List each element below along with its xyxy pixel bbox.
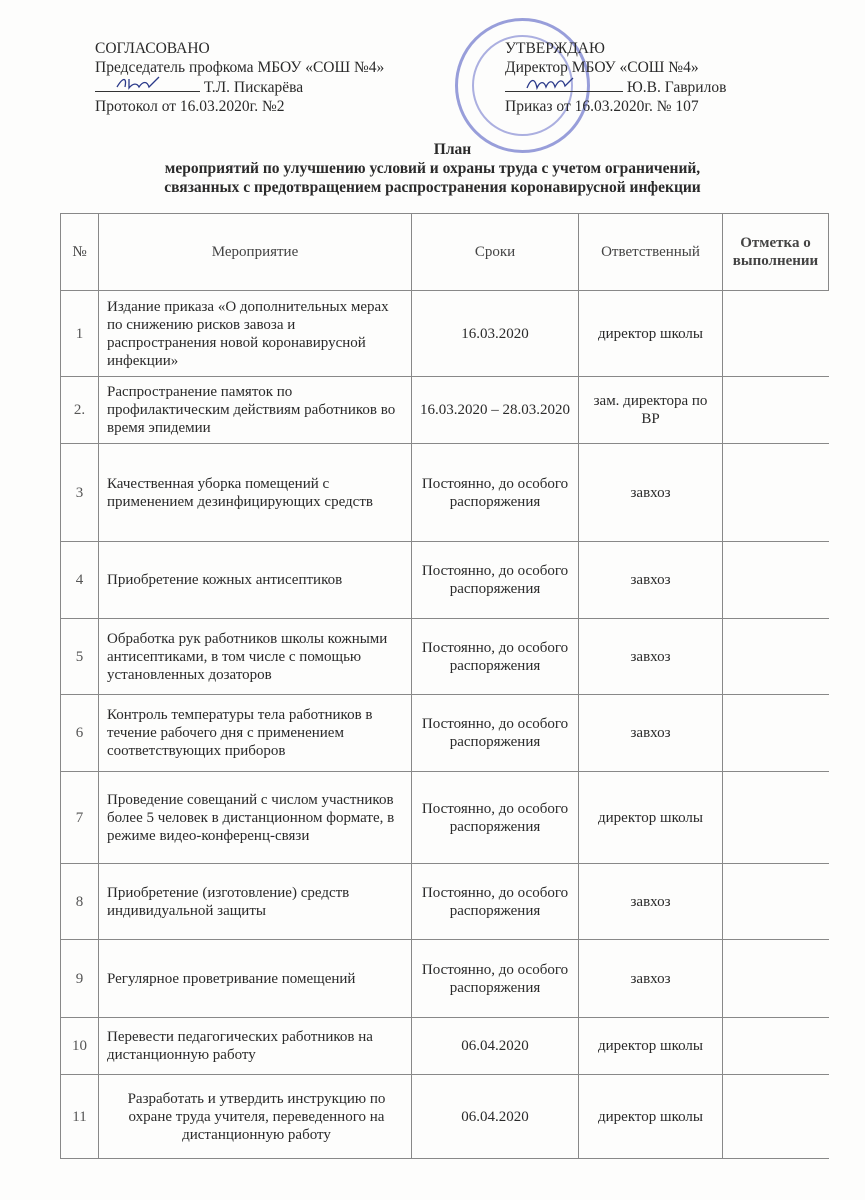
responsible-cell: зам. директора по ВР bbox=[579, 377, 723, 444]
completion-mark-cell bbox=[723, 291, 829, 377]
row-number: 7 bbox=[61, 772, 99, 864]
header-num: № bbox=[61, 214, 99, 291]
completion-mark-cell bbox=[723, 444, 829, 542]
term-cell: 06.04.2020 bbox=[412, 1018, 579, 1075]
header-mark: Отметка о выполнении bbox=[723, 214, 829, 291]
term-cell: 06.04.2020 bbox=[412, 1075, 579, 1159]
table-row bbox=[61, 695, 829, 772]
responsible-cell: директор школы bbox=[579, 772, 723, 864]
approval-block-right bbox=[505, 39, 726, 116]
row-number: 6 bbox=[61, 695, 99, 772]
table-row bbox=[61, 864, 829, 940]
completion-mark-cell bbox=[723, 772, 829, 864]
row-number: 3 bbox=[61, 444, 99, 542]
completion-mark-cell bbox=[723, 695, 829, 772]
table-row bbox=[61, 940, 829, 1018]
signature-name: Ю.В. Гаврилов bbox=[626, 79, 727, 96]
responsible-cell: завхоз bbox=[579, 940, 723, 1018]
order-ref: Приказ от 16.03.2020г. № 107 bbox=[505, 98, 699, 115]
approval-position: Председатель профкома МБОУ «СОШ №4» bbox=[95, 59, 385, 76]
responsible-cell: директор школы bbox=[579, 1075, 723, 1159]
table-row bbox=[61, 1018, 829, 1075]
header-responsible: Ответственный bbox=[579, 214, 723, 291]
table-row bbox=[61, 772, 829, 864]
table-row bbox=[61, 444, 829, 542]
table-row bbox=[61, 542, 829, 619]
table-row bbox=[61, 1075, 829, 1159]
approval-block-left bbox=[95, 39, 384, 116]
row-number: 9 bbox=[61, 940, 99, 1018]
activity-cell: Издание приказа «О дополнительных мерах по снижению рисков завоза и распространения новой коронавирусной инфекции» bbox=[99, 291, 412, 377]
table-row bbox=[61, 377, 829, 444]
signature-icon bbox=[525, 75, 575, 91]
activity-cell: Качественная уборка помещений с применением дезинфицирующих средств bbox=[99, 444, 412, 542]
row-number: 2. bbox=[61, 377, 99, 444]
table-header-row bbox=[61, 214, 829, 291]
row-number: 4 bbox=[61, 542, 99, 619]
responsible-cell: директор школы bbox=[579, 291, 723, 377]
activity-cell: Проведение совещаний с числом участников более 5 человек в дистанционном формате, в режиме видео-конференц-связи bbox=[99, 772, 412, 864]
completion-mark-cell bbox=[723, 1075, 829, 1159]
completion-mark-cell bbox=[723, 619, 829, 695]
activity-cell: Приобретение (изготовление) средств индивидуальной защиты bbox=[99, 864, 412, 940]
row-number: 10 bbox=[61, 1018, 99, 1075]
row-number: 11 bbox=[61, 1075, 99, 1159]
activity-cell: Обработка рук работников школы кожными антисептиками, в том числе с помощью установленных дозаторов bbox=[99, 619, 412, 695]
term-cell: Постоянно, до особого распоряжения bbox=[412, 542, 579, 619]
row-number: 1 bbox=[61, 291, 99, 377]
term-cell: 16.03.2020 – 28.03.2020 bbox=[412, 377, 579, 444]
approval-heading: СОГЛАСОВАНО bbox=[95, 40, 210, 57]
title-line: мероприятий по улучшению условий и охраны труда с учетом ограничений, bbox=[164, 160, 701, 177]
row-number: 5 bbox=[61, 619, 99, 695]
signature-line bbox=[95, 77, 200, 92]
title-line: связанных с предотвращением распространения коронавирусной инфекции bbox=[164, 179, 701, 196]
signature-icon bbox=[115, 75, 165, 91]
term-cell: Постоянно, до особого распоряжения bbox=[412, 772, 579, 864]
activity-cell: Распространение памяток по профилактическим действиям работников во время эпидемии bbox=[99, 377, 412, 444]
approval-position: Директор МБОУ «СОШ №4» bbox=[505, 59, 699, 76]
table-row bbox=[61, 291, 829, 377]
term-cell: Постоянно, до особого распоряжения bbox=[412, 444, 579, 542]
responsible-cell: директор школы bbox=[579, 1018, 723, 1075]
plan-table bbox=[60, 213, 829, 1159]
document-title bbox=[0, 140, 865, 197]
responsible-cell: завхоз bbox=[579, 695, 723, 772]
term-cell: 16.03.2020 bbox=[412, 291, 579, 377]
signature-line bbox=[505, 77, 623, 92]
activity-cell: Приобретение кожных антисептиков bbox=[99, 542, 412, 619]
completion-mark-cell bbox=[723, 377, 829, 444]
header-activity: Мероприятие bbox=[99, 214, 412, 291]
completion-mark-cell bbox=[723, 1018, 829, 1075]
activity-cell: Разработать и утвердить инструкцию по охране труда учителя, переведенного на дистанционную работу bbox=[99, 1075, 412, 1159]
responsible-cell: завхоз bbox=[579, 864, 723, 940]
term-cell: Постоянно, до особого распоряжения bbox=[412, 864, 579, 940]
signature-name: Т.Л. Пискарёва bbox=[203, 79, 304, 96]
header-term: Сроки bbox=[412, 214, 579, 291]
completion-mark-cell bbox=[723, 940, 829, 1018]
term-cell: Постоянно, до особого распоряжения bbox=[412, 695, 579, 772]
activity-cell: Контроль температуры тела работников в течение рабочего дня с применением соответствующих приборов bbox=[99, 695, 412, 772]
term-cell: Постоянно, до особого распоряжения bbox=[412, 619, 579, 695]
title-line: План bbox=[433, 141, 472, 158]
responsible-cell: завхоз bbox=[579, 619, 723, 695]
responsible-cell: завхоз bbox=[579, 444, 723, 542]
term-cell: Постоянно, до особого распоряжения bbox=[412, 940, 579, 1018]
table-row bbox=[61, 619, 829, 695]
approval-heading: УТВЕРЖДАЮ bbox=[505, 40, 605, 57]
responsible-cell: завхоз bbox=[579, 542, 723, 619]
activity-cell: Регулярное проветривание помещений bbox=[99, 940, 412, 1018]
activity-cell: Перевести педагогических работников на дистанционную работу bbox=[99, 1018, 412, 1075]
protocol-ref: Протокол от 16.03.2020г. №2 bbox=[95, 98, 285, 115]
completion-mark-cell bbox=[723, 542, 829, 619]
row-number: 8 bbox=[61, 864, 99, 940]
completion-mark-cell bbox=[723, 864, 829, 940]
